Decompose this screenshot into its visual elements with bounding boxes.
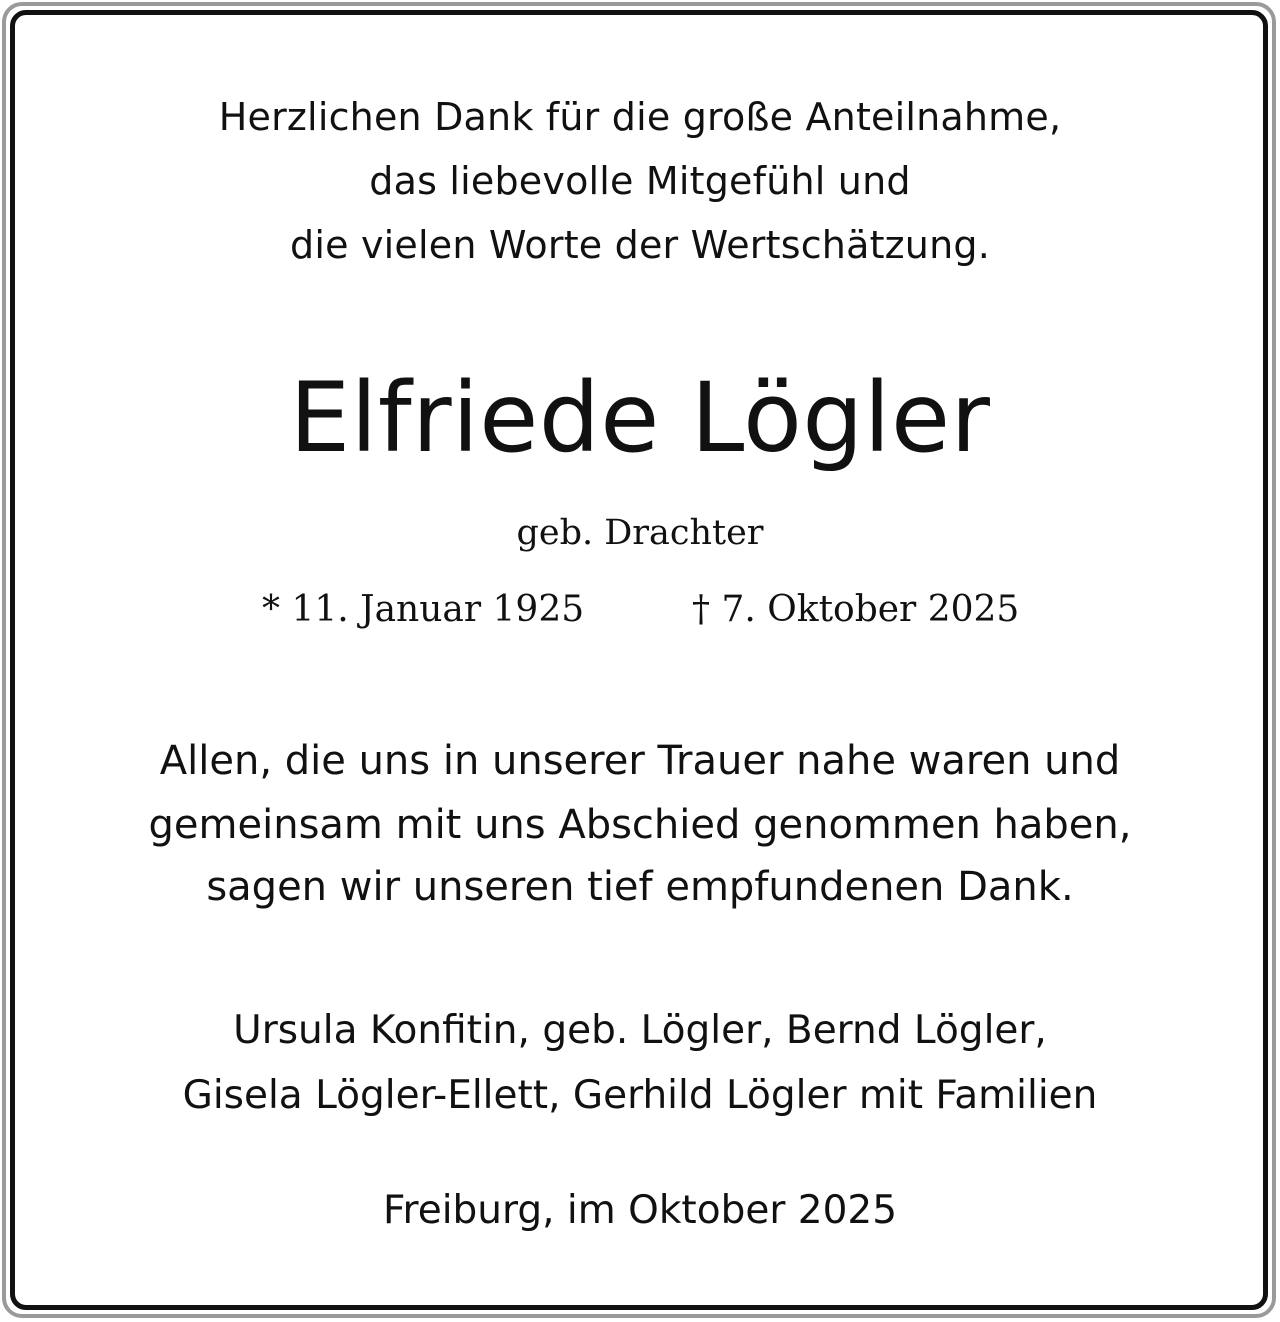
- place-date: Freiburg, im Oktober 2025: [382, 1188, 898, 1233]
- thanks-line-1: Allen, die uns in unserer Trauer nahe waren und: [159, 738, 1121, 784]
- death-date: † 7. Oktober 2025: [692, 589, 1020, 630]
- intro-line-3: die vielen Worte der Wertschätzung.: [290, 223, 990, 267]
- family-line-1: Ursula Konfitin, geb. Lögler, Bernd Lögler,: [233, 1008, 1047, 1053]
- maiden-name: geb. Drachter: [516, 513, 764, 553]
- thanks-line-2: gemeinsam mit uns Abschied genommen haben,: [148, 802, 1132, 848]
- thanks-line-3: sagen wir unseren tief empfundenen Dank.: [206, 864, 1074, 910]
- intro-line-2: das liebevolle Mitgefühl und: [369, 159, 911, 203]
- deceased-name: Elfriede Lögler: [289, 362, 991, 474]
- family-line-2: Gisela Lögler-Ellett, Gerhild Lögler mit Familien: [182, 1073, 1098, 1118]
- birth-date: * 11. Januar 1925: [262, 589, 585, 630]
- intro-line-1: Herzlichen Dank für die große Anteilnahme,: [218, 95, 1062, 139]
